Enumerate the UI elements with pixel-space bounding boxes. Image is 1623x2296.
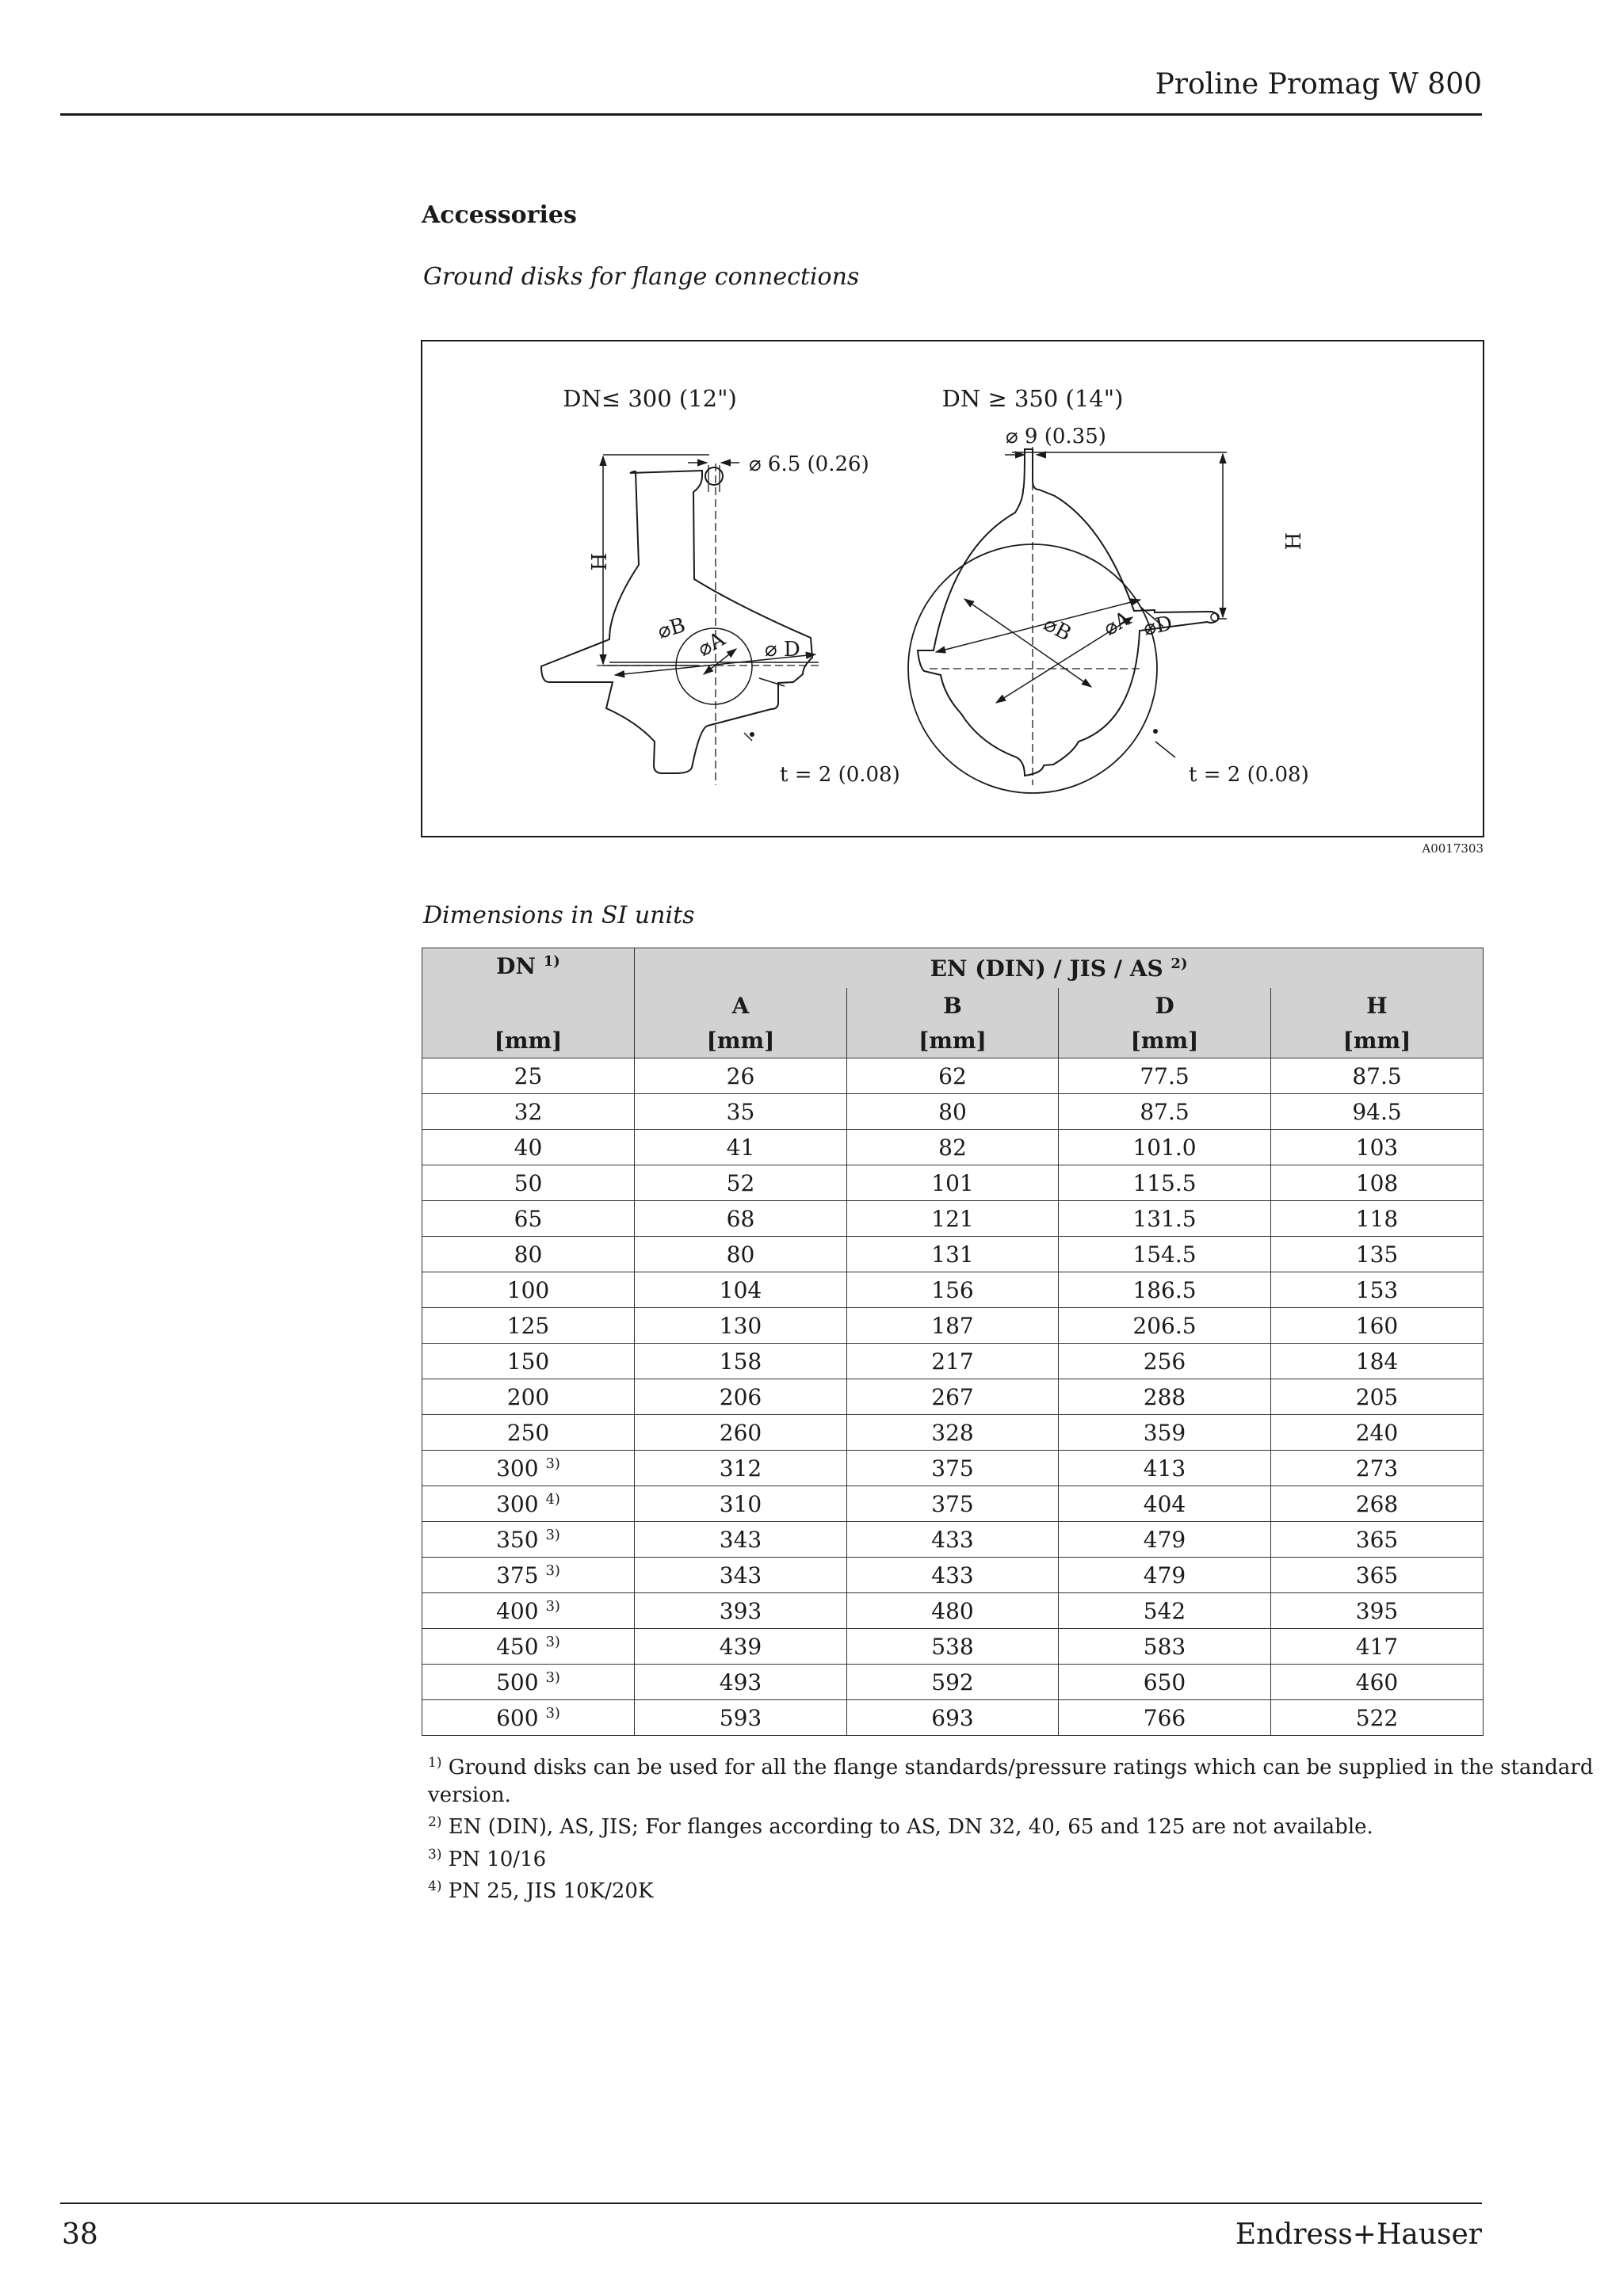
left-d-label: ⌀ D [765, 638, 800, 662]
table-row [422, 1451, 1484, 1486]
cell-b: 267 [847, 1379, 1059, 1415]
table-row [422, 1094, 1484, 1130]
table-row [422, 1665, 1484, 1700]
cell-h: 135 [1271, 1237, 1484, 1272]
cell-a: 104 [635, 1272, 847, 1308]
cell-d: 77.5 [1059, 1058, 1271, 1094]
cell-dn: 100 [422, 1272, 635, 1308]
cell-a: 343 [635, 1522, 847, 1558]
cell-d: 288 [1059, 1379, 1271, 1415]
header-rule [60, 113, 1482, 116]
cell-dn: 350 $^{3)}$ [422, 1522, 635, 1558]
cell-h: 273 [1271, 1451, 1484, 1486]
unit-b: [mm] [847, 1023, 1059, 1058]
cell-a: 312 [635, 1451, 847, 1486]
dn-header-spacer [422, 988, 635, 1023]
cell-dn: 250 [422, 1415, 635, 1451]
cell-h: 118 [1271, 1201, 1484, 1237]
cell-h: 94.5 [1271, 1094, 1484, 1130]
cell-b: 480 [847, 1593, 1059, 1629]
footnote: $^{2)}$ EN (DIN), AS, JIS; For flanges according to AS, DN 32, 40, 65 and 125 are not available. [428, 1814, 1373, 1839]
cell-d: 115.5 [1059, 1165, 1271, 1201]
cell-h: 365 [1271, 1522, 1484, 1558]
left-disk-title: DN≤ 300 (12") [563, 385, 737, 412]
cell-d: 186.5 [1059, 1272, 1271, 1308]
cell-dn: 65 [422, 1201, 635, 1237]
unit-d: [mm] [1059, 1023, 1271, 1058]
cell-dn: 50 [422, 1165, 635, 1201]
ground-disk-drawing [421, 340, 1484, 837]
cell-a: 343 [635, 1558, 847, 1593]
cell-d: 479 [1059, 1522, 1271, 1558]
cell-a: 130 [635, 1308, 847, 1344]
cell-d: 766 [1059, 1700, 1271, 1736]
cell-b: 156 [847, 1272, 1059, 1308]
cell-h: 395 [1271, 1593, 1484, 1629]
table-row [422, 1130, 1484, 1165]
right-hole-label: ⌀ 9 (0.35) [1006, 425, 1106, 448]
cell-a: 52 [635, 1165, 847, 1201]
cell-d: 404 [1059, 1486, 1271, 1522]
cell-d: 206.5 [1059, 1308, 1271, 1344]
cell-b: 80 [847, 1094, 1059, 1130]
left-hole-label: ⌀ 6.5 (0.26) [749, 452, 869, 476]
group-header: EN (DIN) / JIS / AS $^{2)}$ [635, 948, 1484, 989]
cell-a: 35 [635, 1094, 847, 1130]
cell-dn: 40 [422, 1130, 635, 1165]
table-row [422, 1058, 1484, 1094]
left-thickness-label: t = 2 (0.08) [780, 763, 900, 787]
figure-code: A0017303 [1422, 841, 1484, 856]
cell-a: 80 [635, 1237, 847, 1272]
table-row [422, 1344, 1484, 1379]
cell-h: 268 [1271, 1486, 1484, 1522]
table-row [422, 1522, 1484, 1558]
cell-a: 41 [635, 1130, 847, 1165]
cell-b: 433 [847, 1522, 1059, 1558]
unit-dn: [mm] [422, 1023, 635, 1058]
cell-b: 187 [847, 1308, 1059, 1344]
cell-d: 87.5 [1059, 1094, 1271, 1130]
cell-a: 593 [635, 1700, 847, 1736]
cell-d: 650 [1059, 1665, 1271, 1700]
cell-dn: 375 $^{3)}$ [422, 1558, 635, 1593]
cell-b: 62 [847, 1058, 1059, 1094]
left-a-label: ⌀A [693, 627, 730, 662]
table-row [422, 1700, 1484, 1736]
table-row [422, 1379, 1484, 1415]
table-row [422, 1237, 1484, 1272]
right-d-label: ⌀D [1141, 611, 1175, 641]
left-h-label: H [588, 552, 612, 571]
cell-b: 592 [847, 1665, 1059, 1700]
cell-h: 522 [1271, 1700, 1484, 1736]
cell-d: 413 [1059, 1451, 1271, 1486]
right-disk-title: DN ≥ 350 (14") [941, 385, 1124, 412]
section-heading: Accessories [422, 201, 577, 229]
right-a-label: ⌀A [1099, 606, 1136, 642]
dn-header: DN $^{1)}$ [422, 948, 635, 989]
cell-b: 217 [847, 1344, 1059, 1379]
cell-b: 328 [847, 1415, 1059, 1451]
cell-b: 693 [847, 1700, 1059, 1736]
footnote: $^{1)}$ Ground disks can be used for all the flange standards/pressure ratings which can be supplied in the standard version. [428, 1755, 1594, 1807]
cell-h: 87.5 [1271, 1058, 1484, 1094]
cell-dn: 400 $^{3)}$ [422, 1593, 635, 1629]
footnote: $^{4)}$ PN 25, JIS 10K/20K [428, 1878, 654, 1903]
unit-a: [mm] [635, 1023, 847, 1058]
footnotes [428, 1749, 1623, 1905]
left-b-label: ⌀B [655, 613, 689, 644]
cell-dn: 450 $^{3)}$ [422, 1629, 635, 1665]
table-row [422, 1201, 1484, 1237]
right-thickness-label: t = 2 (0.08) [1189, 763, 1309, 787]
col-header-a: A [635, 988, 847, 1023]
cell-a: 68 [635, 1201, 847, 1237]
cell-d: 256 [1059, 1344, 1271, 1379]
cell-h: 205 [1271, 1379, 1484, 1415]
cell-dn: 25 [422, 1058, 635, 1094]
cell-dn: 300 $^{4)}$ [422, 1486, 635, 1522]
cell-dn: 80 [422, 1237, 635, 1272]
left-disk-dimensions [603, 455, 819, 741]
cell-d: 479 [1059, 1558, 1271, 1593]
table-row [422, 1629, 1484, 1665]
cell-a: 493 [635, 1665, 847, 1700]
cell-d: 131.5 [1059, 1201, 1271, 1237]
col-header-d: D [1059, 988, 1271, 1023]
table-row [422, 1593, 1484, 1629]
cell-a: 26 [635, 1058, 847, 1094]
right-thickness-dot [1153, 729, 1158, 734]
cell-dn: 32 [422, 1094, 635, 1130]
cell-a: 158 [635, 1344, 847, 1379]
cell-h: 184 [1271, 1344, 1484, 1379]
cell-d: 583 [1059, 1629, 1271, 1665]
cell-b: 375 [847, 1486, 1059, 1522]
unit-h: [mm] [1271, 1023, 1484, 1058]
cell-dn: 600 $^{3)}$ [422, 1700, 635, 1736]
cell-h: 108 [1271, 1165, 1484, 1201]
cell-h: 103 [1271, 1130, 1484, 1165]
header-title: Proline Promag W 800 [1155, 68, 1482, 101]
cell-dn: 150 [422, 1344, 635, 1379]
cell-d: 359 [1059, 1415, 1271, 1451]
left-thickness-dot [750, 732, 754, 737]
figure-caption: Ground disks for flange connections [423, 263, 860, 291]
cell-a: 393 [635, 1593, 847, 1629]
cell-dn: 200 [422, 1379, 635, 1415]
cell-h: 153 [1271, 1272, 1484, 1308]
cell-a: 206 [635, 1379, 847, 1415]
cell-dn: 125 [422, 1308, 635, 1344]
col-header-h: H [1271, 988, 1484, 1023]
footnote: $^{3)}$ PN 10/16 [428, 1846, 547, 1871]
cell-d: 542 [1059, 1593, 1271, 1629]
cell-b: 375 [847, 1451, 1059, 1486]
footer-brand: Endress+Hauser [1235, 2218, 1482, 2251]
table-row [422, 1486, 1484, 1522]
cell-d: 101.0 [1059, 1130, 1271, 1165]
cell-b: 538 [847, 1629, 1059, 1665]
table-caption: Dimensions in SI units [423, 902, 695, 929]
dimensions-table [422, 948, 1484, 1736]
cell-dn: 300 $^{3)}$ [422, 1451, 635, 1486]
cell-h: 160 [1271, 1308, 1484, 1344]
table-row [422, 1558, 1484, 1593]
table-row [422, 1308, 1484, 1344]
col-header-b: B [847, 988, 1059, 1023]
cell-a: 260 [635, 1415, 847, 1451]
right-disk-dimensions [936, 452, 1227, 757]
cell-b: 131 [847, 1237, 1059, 1272]
table-row [422, 1272, 1484, 1308]
table-row [422, 1415, 1484, 1451]
cell-h: 365 [1271, 1558, 1484, 1593]
cell-b: 121 [847, 1201, 1059, 1237]
cell-dn: 500 $^{3)}$ [422, 1665, 635, 1700]
cell-a: 310 [635, 1486, 847, 1522]
page-number: 38 [62, 2218, 98, 2251]
cell-b: 82 [847, 1130, 1059, 1165]
cell-b: 433 [847, 1558, 1059, 1593]
cell-b: 101 [847, 1165, 1059, 1201]
cell-h: 460 [1271, 1665, 1484, 1700]
right-b-label: ⌀B [1039, 612, 1075, 646]
footer-rule [60, 2203, 1482, 2204]
cell-a: 439 [635, 1629, 847, 1665]
cell-d: 154.5 [1059, 1237, 1271, 1272]
right-h-label: H [1282, 532, 1306, 551]
cell-h: 417 [1271, 1629, 1484, 1665]
cell-h: 240 [1271, 1415, 1484, 1451]
table-row [422, 1165, 1484, 1201]
